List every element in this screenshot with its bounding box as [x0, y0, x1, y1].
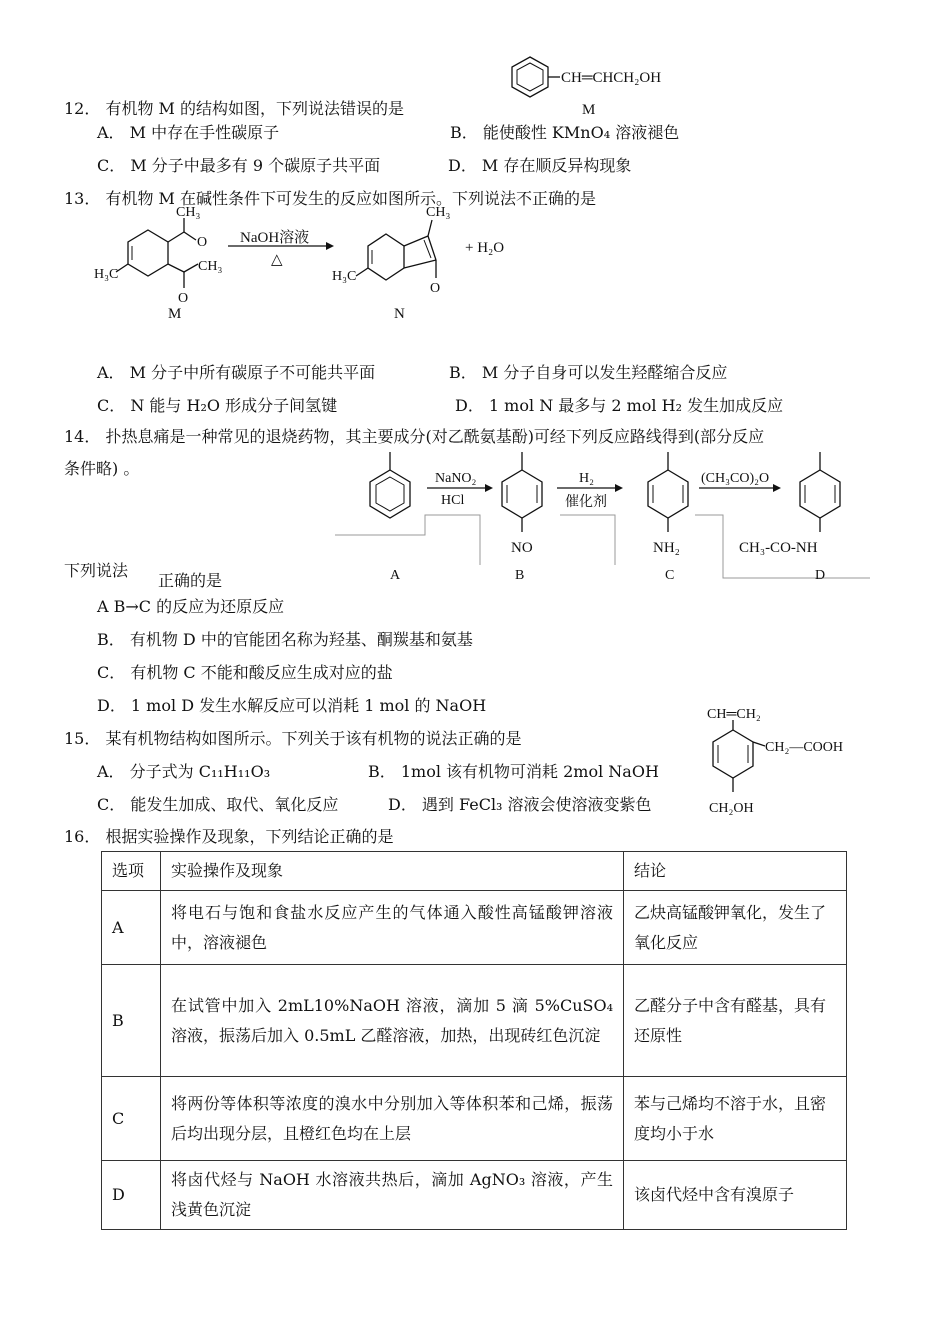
q14-label-c: C [665, 568, 675, 583]
header-option: 选项 [102, 852, 161, 891]
q14-compound-c [648, 452, 688, 556]
q14-lead-2: 正确的是 [158, 571, 223, 590]
q12-side-chain: CH═CHCH₂OH [561, 70, 662, 86]
row-b-conclusion: 乙醛分子中含有醛基，具有还原性 [624, 965, 847, 1077]
q13-molecule-m [94, 205, 222, 322]
q14-label-a: A [390, 568, 401, 583]
q14-compound-a [370, 452, 410, 518]
q14-option-c[interactable]: C． 有机物 C 不能和酸反应生成对应的盐 [97, 663, 393, 682]
q14-reagent2-top: H₂ [579, 471, 594, 486]
q14-compound-b [502, 452, 542, 556]
row-b-option: B [102, 965, 161, 1077]
q15-option-a[interactable]: A． 分子式为 C₁₁H₁₁O₃ [97, 762, 271, 781]
q13-heat: △ [271, 252, 283, 268]
q14-reagent3-top: (CH₃CO)₂O [701, 471, 770, 486]
q13-stem: 13． 有机物 M 在碱性条件下可发生的反应如图所示。下列说法不正确的是 [64, 189, 597, 208]
q15-structure [685, 700, 855, 820]
q14-reagent2-bottom: 催化剂 [565, 495, 607, 510]
q12-structure-label: M [582, 102, 596, 118]
q14-reagent1-top: NaNO₂ [435, 471, 477, 486]
q13-option-a[interactable]: A． M 分子中所有碳原子不可能共平面 [97, 363, 376, 382]
q13-label-n: N [394, 306, 405, 322]
table-row [102, 1077, 847, 1161]
row-c-operation: 将两份等体积等浓度的溴水中分别加入等体积苯和己烯，振荡后均出现分层，且橙红色均在上层 [161, 1077, 624, 1161]
header-conclusion: 结论 [624, 852, 847, 891]
row-d-conclusion: 该卤代烃中含有溴原子 [624, 1161, 847, 1230]
row-c-conclusion: 苯与己烯均不溶于水，且密度均小于水 [624, 1077, 847, 1161]
benzene-inner-ring [517, 63, 543, 91]
q15-sub-acid: CH₂—COOH [765, 740, 843, 755]
q13-m-o-top: O [197, 235, 208, 250]
row-a-option: A [102, 891, 161, 965]
table-row [102, 965, 847, 1077]
row-a-conclusion: 乙炔高锰酸钾氧化，发生了氧化反应 [624, 891, 847, 965]
q14-stem-line2: 条件略) 。 [64, 459, 140, 478]
q15-option-c[interactable]: C． 能发生加成、取代、氧化反应 [97, 795, 339, 814]
header-operation: 实验操作及现象 [161, 852, 624, 891]
q12-structure-m [500, 52, 690, 120]
q13-reagent: NaOH溶液 [240, 230, 310, 246]
q13-m-h3c: H₃C [94, 267, 119, 282]
q14-d-substituent: CH₃-CO-NH [739, 540, 818, 556]
q12-option-c[interactable]: C． M 分子中最多有 9 个碳原子共平面 [97, 156, 381, 175]
q16-experiment-table [101, 851, 847, 1230]
q14-label-b: B [515, 568, 525, 583]
q12-stem: 12． 有机物 M 的结构如图，下列说法错误的是 [64, 99, 405, 118]
q13-m-ch3-top: CH₃ [176, 205, 201, 220]
q15-option-d[interactable]: D． 遇到 FeCl₃ 溶液会使溶液变紫色 [388, 795, 652, 814]
q13-m-ch3-right: CH₃ [198, 259, 223, 274]
q14-option-b[interactable]: B． 有机物 D 中的官能团名称为羟基、酮羰基和氨基 [97, 630, 473, 649]
q14-b-substituent: NO [511, 540, 533, 556]
q13-n-h3c: H₃C [332, 269, 357, 284]
q14-label-d: D [815, 568, 826, 583]
q14-option-d[interactable]: D． 1 mol D 发生水解反应可以消耗 1 mol 的 NaOH [97, 696, 487, 715]
q13-label-m: M [168, 306, 182, 322]
row-b-operation: 在试管中加入 2mL10%NaOH 溶液，滴加 5 滴 5%CuSO₄ 溶液，振荡后加入 0.5mL 乙醛溶液，加热，出现砖红色沉淀 [161, 965, 624, 1077]
q14-lead: 下列说法 [64, 561, 129, 580]
q14-reagent1-bottom: HCl [441, 493, 465, 508]
row-c-option: C [102, 1077, 161, 1161]
q14-compound-d [739, 452, 840, 556]
q13-reaction-arrow [228, 228, 334, 268]
row-d-operation: 将卤代烃与 NaOH 水溶液共热后，滴加 AgNO₃ 溶液，产生浅黄色沉淀 [161, 1161, 624, 1230]
q13-reaction-scheme [88, 200, 528, 325]
row-d-option: D [102, 1161, 161, 1230]
table-header-row [102, 852, 847, 891]
q13-option-d[interactable]: D． 1 mol N 最多与 2 mol H₂ 发生加成反应 [455, 396, 784, 415]
q13-option-c[interactable]: C． N 能与 H₂O 形成分子间氢键 [97, 396, 338, 415]
q13-n-o: O [430, 281, 441, 296]
q12-option-a[interactable]: A． M 中存在手性碳原子 [97, 123, 280, 142]
q12-option-b[interactable]: B． 能使酸性 KMnO₄ 溶液褪色 [450, 123, 680, 142]
q14-c-substituent: NH₂ [653, 540, 680, 556]
q15-option-b[interactable]: B． 1mol 该有机物可消耗 2mol NaOH [368, 762, 659, 781]
q15-stem: 15． 某有机物结构如图所示。下列关于该有机物的说法正确的是 [64, 729, 522, 748]
q14-stem-line1: 14． 扑热息痛是一种常见的退烧药物，其主要成分(对乙酰氨基酚)可经下列反应路线得到(部分反应 [64, 427, 765, 446]
q12-option-d[interactable]: D． M 存在顺反异构现象 [448, 156, 632, 175]
q16-stem: 16． 根据实验操作及现象，下列结论正确的是 [64, 827, 394, 846]
q14-reaction-route [335, 440, 875, 585]
q15-sub-vinyl: CH═CH₂ [707, 707, 761, 722]
q13-molecule-n [332, 205, 450, 322]
q14-option-a[interactable]: A B→C 的反应为还原反应 [97, 597, 285, 616]
q15-sub-alcohol: CH₂OH [709, 801, 754, 816]
q13-option-b[interactable]: B． M 分子自身可以发生羟醛缩合反应 [449, 363, 728, 382]
q13-n-ch3: CH₃ [426, 205, 451, 220]
row-a-operation: 将电石与饱和食盐水反应产生的气体通入酸性高锰酸钾溶液中，溶液褪色 [161, 891, 624, 965]
table-row [102, 1161, 847, 1230]
q13-m-o-bottom: O [178, 291, 189, 306]
q13-byproduct: + H₂O [465, 240, 505, 256]
table-row [102, 891, 847, 965]
